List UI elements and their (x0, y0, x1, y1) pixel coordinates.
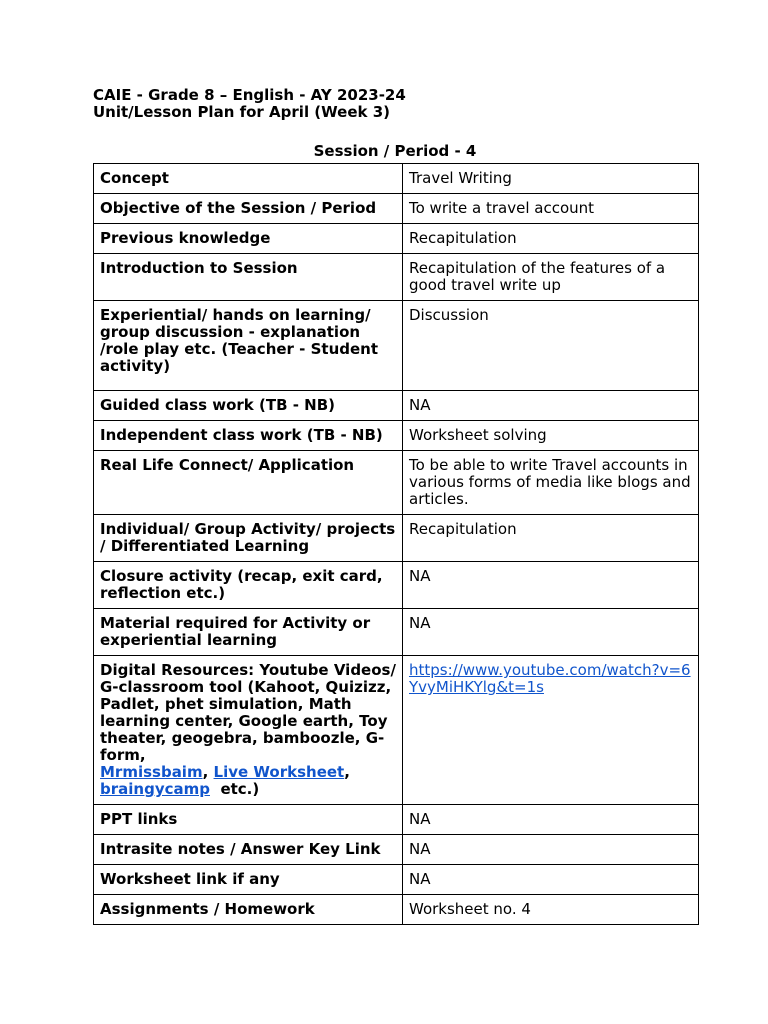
row-label: Assignments / Homework (94, 895, 403, 925)
row-label: Worksheet link if any (94, 865, 403, 895)
row-value: NA (403, 805, 699, 835)
row-label: Real Life Connect/ Application (94, 451, 403, 515)
header-line-2: Unit/Lesson Plan for April (Week 3) (93, 103, 391, 121)
table-row (94, 301, 699, 391)
row-label: Independent class work (TB - NB) (94, 421, 403, 451)
row-label: Concept (94, 164, 403, 194)
header-line-1: CAIE - Grade 8 – English - AY 2023-24 (93, 86, 406, 104)
digital-resources-label (94, 656, 403, 805)
document-header (93, 87, 406, 121)
row-label: Material required for Activity or experiential learning (94, 609, 403, 656)
mrmissbaim-link[interactable]: Mrmissbaim (100, 763, 203, 781)
table-row (94, 391, 699, 421)
row-value: NA (403, 865, 699, 895)
row-value: NA (403, 391, 699, 421)
table-row-digital-resources (94, 656, 699, 805)
row-value: Discussion (403, 301, 699, 391)
lesson-plan-table (93, 163, 699, 925)
row-label: Closure activity (recap, exit card, reflection etc.) (94, 562, 403, 609)
row-value: Recapitulation (403, 515, 699, 562)
digital-resources-text: Digital Resources: Youtube Videos/ G-classroom tool (Kahoot, Quizizz, Padlet, phet simulation, Math learning center, Google earth, Toy theater, geogebra, bamboozle, G-form, (100, 661, 396, 764)
session-title: Session / Period - 4 (313, 142, 477, 160)
row-label: PPT links (94, 805, 403, 835)
row-value: To write a travel account (403, 194, 699, 224)
row-value: To be able to write Travel accounts in various forms of media like blogs and articles. (403, 451, 699, 515)
live-worksheet-link[interactable]: Live Worksheet (213, 763, 345, 781)
table-row (94, 805, 699, 835)
row-label: Individual/ Group Activity/ projects / Differentiated Learning (94, 515, 403, 562)
table-row (94, 865, 699, 895)
row-value: NA (403, 562, 699, 609)
table-row (94, 194, 699, 224)
row-value: Worksheet no. 4 (403, 895, 699, 925)
digital-resources-value (403, 656, 699, 805)
row-value: NA (403, 609, 699, 656)
row-label: Previous knowledge (94, 224, 403, 254)
row-label: Experiential/ hands on learning/ group discussion - explanation /role play etc. (Teacher - Student activity) (94, 301, 403, 391)
separator: , (202, 763, 209, 781)
row-value: Worksheet solving (403, 421, 699, 451)
table-row (94, 164, 699, 194)
braingycamp-link[interactable]: braingycamp (100, 780, 210, 798)
row-label: Objective of the Session / Period (94, 194, 403, 224)
row-value: Recapitulation of the features of a good travel write up (403, 254, 699, 301)
separator: , (344, 763, 350, 781)
youtube-video-link[interactable]: https://www.youtube.com/watch?v=6YvyMiHKYlg&t=1s (409, 661, 691, 696)
row-value: Recapitulation (403, 224, 699, 254)
table-row (94, 254, 699, 301)
table-row (94, 895, 699, 925)
table-row (94, 609, 699, 656)
row-value: NA (403, 835, 699, 865)
row-label: Introduction to Session (94, 254, 403, 301)
table-row (94, 224, 699, 254)
table-row (94, 451, 699, 515)
table-row (94, 515, 699, 562)
row-value: Travel Writing (403, 164, 699, 194)
digital-resources-tail: etc.) (220, 780, 260, 798)
row-label: Guided class work (TB - NB) (94, 391, 403, 421)
row-label: Intrasite notes / Answer Key Link (94, 835, 403, 865)
table-row (94, 835, 699, 865)
table-row (94, 421, 699, 451)
table-row (94, 562, 699, 609)
